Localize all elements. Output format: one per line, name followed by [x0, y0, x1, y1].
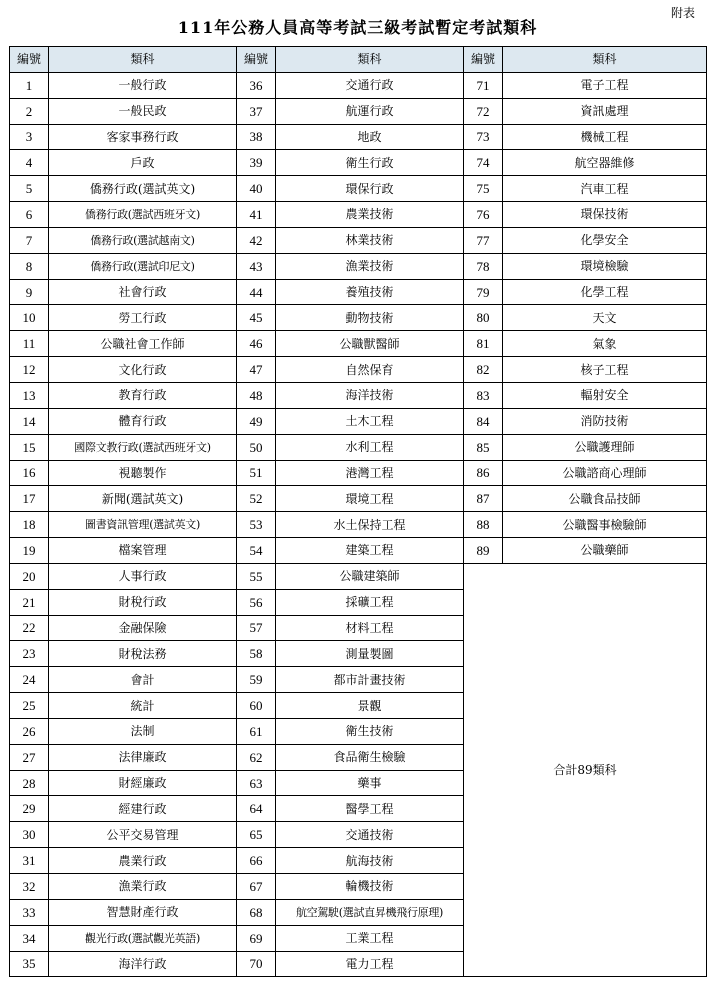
category-number: 56	[237, 589, 276, 615]
category-name: 檔案管理	[49, 538, 237, 564]
category-number: 7	[10, 227, 49, 253]
category-name: 林業技術	[276, 227, 464, 253]
category-number: 27	[10, 744, 49, 770]
category-number: 63	[237, 770, 276, 796]
category-name: 海洋技術	[276, 382, 464, 408]
category-number: 26	[10, 718, 49, 744]
category-name: 養殖技術	[276, 279, 464, 305]
category-name: 財經廉政	[49, 770, 237, 796]
category-name: 環保技術	[503, 202, 707, 228]
category-number: 32	[10, 874, 49, 900]
category-number: 86	[464, 460, 503, 486]
category-number: 15	[10, 434, 49, 460]
category-number: 71	[464, 72, 503, 98]
category-name: 電力工程	[276, 951, 464, 977]
table-row	[10, 563, 707, 589]
category-name: 航空駕駛(選試直昇機飛行原理)	[276, 899, 464, 925]
category-number: 36	[237, 72, 276, 98]
category-name: 金融保險	[49, 615, 237, 641]
category-name: 汽車工程	[503, 176, 707, 202]
category-number: 50	[237, 434, 276, 460]
category-name: 財稅法務	[49, 641, 237, 667]
category-name: 材料工程	[276, 615, 464, 641]
category-number: 66	[237, 848, 276, 874]
category-number: 33	[10, 899, 49, 925]
category-number: 17	[10, 486, 49, 512]
category-number: 75	[464, 176, 503, 202]
category-number: 37	[237, 98, 276, 124]
category-name: 海洋行政	[49, 951, 237, 977]
category-name: 勞工行政	[49, 305, 237, 331]
category-name: 公職建築師	[276, 563, 464, 589]
category-name: 圖書資訊管理(選試英文)	[49, 512, 237, 538]
category-number: 58	[237, 641, 276, 667]
category-name: 漁業技術	[276, 253, 464, 279]
category-name: 經建行政	[49, 796, 237, 822]
category-name: 電子工程	[503, 72, 707, 98]
col-header-category: 類科	[49, 47, 237, 73]
category-number: 28	[10, 770, 49, 796]
category-name: 水利工程	[276, 434, 464, 460]
category-number: 22	[10, 615, 49, 641]
table-row	[10, 124, 707, 150]
category-name: 公職醫事檢驗師	[503, 512, 707, 538]
category-name: 僑務行政(選試英文)	[49, 176, 237, 202]
category-number: 8	[10, 253, 49, 279]
category-number: 11	[10, 331, 49, 357]
col-header-category: 類科	[503, 47, 707, 73]
category-number: 59	[237, 667, 276, 693]
table-row	[10, 512, 707, 538]
table-row	[10, 150, 707, 176]
category-name: 都市計畫技術	[276, 667, 464, 693]
category-name: 化學工程	[503, 279, 707, 305]
table-row	[10, 279, 707, 305]
category-number: 89	[464, 538, 503, 564]
category-name: 消防技術	[503, 408, 707, 434]
category-number: 49	[237, 408, 276, 434]
category-number: 81	[464, 331, 503, 357]
category-number: 47	[237, 357, 276, 383]
category-name: 環境檢驗	[503, 253, 707, 279]
category-number: 73	[464, 124, 503, 150]
category-number: 65	[237, 822, 276, 848]
table-row	[10, 460, 707, 486]
category-number: 42	[237, 227, 276, 253]
total-count: 合計89類科	[464, 563, 707, 977]
table-row	[10, 98, 707, 124]
category-number: 83	[464, 382, 503, 408]
table-row	[10, 305, 707, 331]
category-number: 55	[237, 563, 276, 589]
category-name: 法律廉政	[49, 744, 237, 770]
category-name: 化學安全	[503, 227, 707, 253]
category-name: 一般民政	[49, 98, 237, 124]
category-name: 體育行政	[49, 408, 237, 434]
category-name: 會計	[49, 667, 237, 693]
category-number: 45	[237, 305, 276, 331]
category-number: 68	[237, 899, 276, 925]
category-number: 35	[10, 951, 49, 977]
table-row	[10, 202, 707, 228]
table-row	[10, 357, 707, 383]
category-name: 法制	[49, 718, 237, 744]
category-number: 51	[237, 460, 276, 486]
category-number: 2	[10, 98, 49, 124]
category-number: 16	[10, 460, 49, 486]
category-number: 72	[464, 98, 503, 124]
category-number: 14	[10, 408, 49, 434]
category-name: 自然保育	[276, 357, 464, 383]
table-row	[10, 331, 707, 357]
category-number: 3	[10, 124, 49, 150]
category-name: 農業技術	[276, 202, 464, 228]
category-name: 水土保持工程	[276, 512, 464, 538]
table-row	[10, 72, 707, 98]
table-row	[10, 176, 707, 202]
category-name: 資訊處理	[503, 98, 707, 124]
category-number: 18	[10, 512, 49, 538]
category-name: 環保行政	[276, 176, 464, 202]
category-name: 航海技術	[276, 848, 464, 874]
table-row	[10, 538, 707, 564]
category-name: 食品衛生檢驗	[276, 744, 464, 770]
category-name: 一般行政	[49, 72, 237, 98]
category-number: 80	[464, 305, 503, 331]
category-number: 5	[10, 176, 49, 202]
category-name: 教育行政	[49, 382, 237, 408]
category-name: 地政	[276, 124, 464, 150]
category-name: 氣象	[503, 331, 707, 357]
category-number: 29	[10, 796, 49, 822]
category-name: 財稅行政	[49, 589, 237, 615]
col-header-number: 編號	[10, 47, 49, 73]
category-name: 公職獸醫師	[276, 331, 464, 357]
category-number: 54	[237, 538, 276, 564]
category-name: 人事行政	[49, 563, 237, 589]
category-name: 航運行政	[276, 98, 464, 124]
category-number: 43	[237, 253, 276, 279]
category-number: 6	[10, 202, 49, 228]
category-name: 動物技術	[276, 305, 464, 331]
attachment-label: 附表	[671, 6, 696, 20]
table-row	[10, 434, 707, 460]
category-name: 景觀	[276, 693, 464, 719]
category-number: 24	[10, 667, 49, 693]
category-name: 測量製圖	[276, 641, 464, 667]
category-name: 漁業行政	[49, 874, 237, 900]
category-name: 視聽製作	[49, 460, 237, 486]
category-name: 客家事務行政	[49, 124, 237, 150]
category-number: 19	[10, 538, 49, 564]
category-number: 4	[10, 150, 49, 176]
category-name: 機械工程	[503, 124, 707, 150]
category-number: 23	[10, 641, 49, 667]
category-number: 69	[237, 925, 276, 951]
category-name: 觀光行政(選試觀光英語)	[49, 925, 237, 951]
category-number: 13	[10, 382, 49, 408]
category-name: 建築工程	[276, 538, 464, 564]
category-number: 77	[464, 227, 503, 253]
category-number: 61	[237, 718, 276, 744]
category-name: 統計	[49, 693, 237, 719]
category-name: 僑務行政(選試越南文)	[49, 227, 237, 253]
category-number: 85	[464, 434, 503, 460]
category-number: 20	[10, 563, 49, 589]
category-number: 60	[237, 693, 276, 719]
category-name: 衛生技術	[276, 718, 464, 744]
category-name: 醫學工程	[276, 796, 464, 822]
category-number: 34	[10, 925, 49, 951]
category-name: 公職藥師	[503, 538, 707, 564]
col-header-category: 類科	[276, 47, 464, 73]
category-number: 38	[237, 124, 276, 150]
col-header-number: 編號	[237, 47, 276, 73]
category-number: 82	[464, 357, 503, 383]
category-name: 公平交易管理	[49, 822, 237, 848]
category-number: 12	[10, 357, 49, 383]
category-number: 70	[237, 951, 276, 977]
category-name: 核子工程	[503, 357, 707, 383]
category-number: 31	[10, 848, 49, 874]
category-number: 87	[464, 486, 503, 512]
category-number: 67	[237, 874, 276, 900]
category-number: 25	[10, 693, 49, 719]
category-name: 輻射安全	[503, 382, 707, 408]
category-name: 農業行政	[49, 848, 237, 874]
category-number: 9	[10, 279, 49, 305]
category-number: 39	[237, 150, 276, 176]
category-name: 衛生行政	[276, 150, 464, 176]
category-name: 社會行政	[49, 279, 237, 305]
category-number: 76	[464, 202, 503, 228]
category-number: 40	[237, 176, 276, 202]
category-number: 48	[237, 382, 276, 408]
category-name: 港灣工程	[276, 460, 464, 486]
category-number: 46	[237, 331, 276, 357]
category-number: 21	[10, 589, 49, 615]
category-name: 藥事	[276, 770, 464, 796]
table-header-row	[10, 47, 707, 73]
category-number: 1	[10, 72, 49, 98]
category-name: 公職社會工作師	[49, 331, 237, 357]
category-number: 52	[237, 486, 276, 512]
category-number: 30	[10, 822, 49, 848]
category-number: 84	[464, 408, 503, 434]
category-number: 78	[464, 253, 503, 279]
category-number: 57	[237, 615, 276, 641]
category-name: 公職諮商心理師	[503, 460, 707, 486]
category-number: 64	[237, 796, 276, 822]
category-name: 國際文教行政(選試西班牙文)	[49, 434, 237, 460]
category-name: 新聞(選試英文)	[49, 486, 237, 512]
table-row	[10, 227, 707, 253]
category-number: 10	[10, 305, 49, 331]
category-name: 僑務行政(選試印尼文)	[49, 253, 237, 279]
category-name: 戶政	[49, 150, 237, 176]
category-name: 文化行政	[49, 357, 237, 383]
col-header-number: 編號	[464, 47, 503, 73]
page-title: 111年公務人員高等考試三級考試暫定考試類科	[177, 18, 538, 37]
table-row	[10, 382, 707, 408]
category-number: 44	[237, 279, 276, 305]
category-name: 交通技術	[276, 822, 464, 848]
category-number: 79	[464, 279, 503, 305]
category-number: 62	[237, 744, 276, 770]
category-name: 公職護理師	[503, 434, 707, 460]
category-name: 航空器維修	[503, 150, 707, 176]
table-row	[10, 486, 707, 512]
category-number: 41	[237, 202, 276, 228]
table-row	[10, 253, 707, 279]
category-name: 環境工程	[276, 486, 464, 512]
category-number: 53	[237, 512, 276, 538]
category-name: 輪機技術	[276, 874, 464, 900]
table-row	[10, 408, 707, 434]
category-name: 智慧財產行政	[49, 899, 237, 925]
category-number: 74	[464, 150, 503, 176]
category-name: 天文	[503, 305, 707, 331]
category-name: 工業工程	[276, 925, 464, 951]
category-table	[9, 46, 707, 977]
category-number: 88	[464, 512, 503, 538]
category-name: 公職食品技師	[503, 486, 707, 512]
category-name: 土木工程	[276, 408, 464, 434]
category-name: 採礦工程	[276, 589, 464, 615]
category-name: 交通行政	[276, 72, 464, 98]
category-name: 僑務行政(選試西班牙文)	[49, 202, 237, 228]
